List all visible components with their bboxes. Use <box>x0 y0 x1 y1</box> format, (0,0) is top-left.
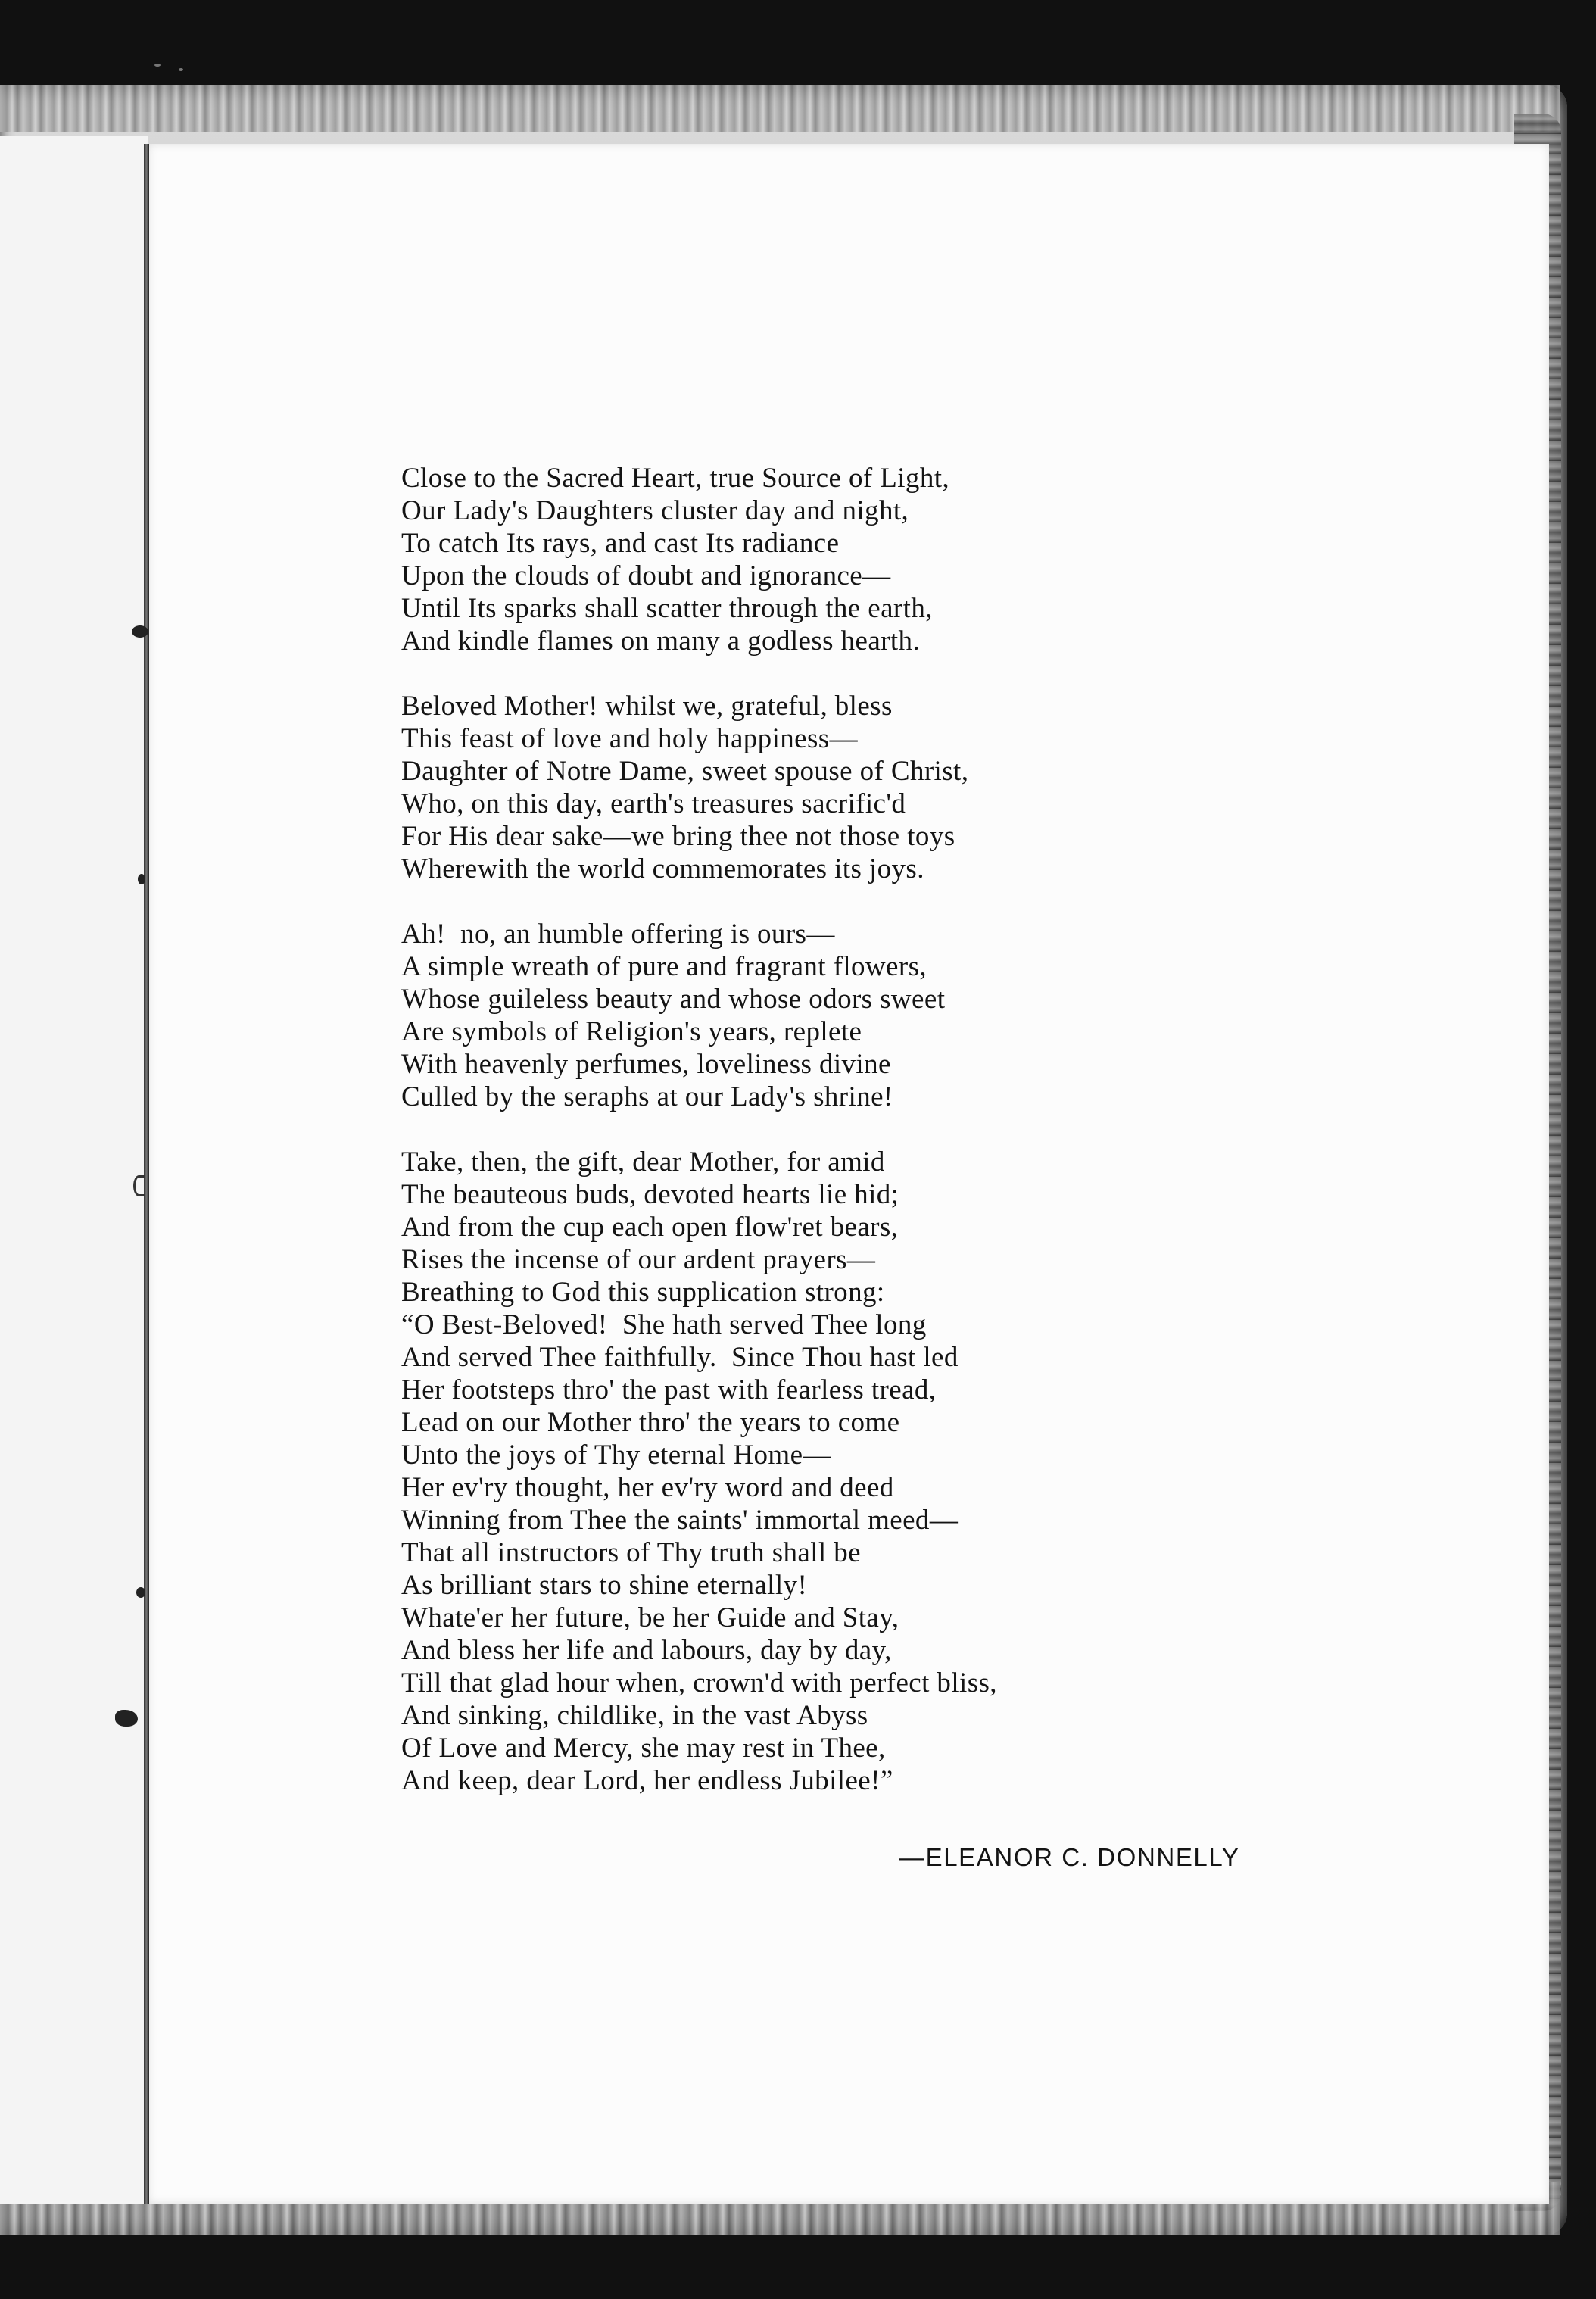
poem-line: Ah! no, an humble offering is ours— <box>401 919 835 950</box>
poem-line: And keep, dear Lord, her endless Jubilee!” <box>401 1765 893 1796</box>
poem-line: “O Best-Beloved! She hath served Thee long <box>401 1309 927 1340</box>
poem-line: The beauteous buds, devoted hearts lie hid; <box>401 1179 899 1210</box>
poem-line: Daughter of Notre Dame, sweet spouse of Christ, <box>401 756 969 787</box>
poem-line: Of Love and Mercy, she may rest in Thee, <box>401 1733 886 1764</box>
worn-top-edge <box>0 85 1560 132</box>
poem-line: Till that glad hour when, crown'd with perfect bliss, <box>401 1667 997 1699</box>
poem-line: And from the cup each open flow'ret bears, <box>401 1212 899 1243</box>
poem-line: That all instructors of Thy truth shall be <box>401 1537 861 1568</box>
poem-line: For His dear sake—we bring thee not those toys <box>401 821 955 852</box>
poem-line: Beloved Mother! whilst we, grateful, bless <box>401 691 893 722</box>
dust-speck <box>179 68 183 71</box>
poem-line: This feast of love and holy happiness— <box>401 723 858 754</box>
poem-line: Our Lady's Daughters cluster day and night, <box>401 495 909 526</box>
poem-line: To catch Its rays, and cast Its radiance <box>401 528 840 559</box>
binding-hole-mark <box>115 1710 138 1727</box>
poem-line: A simple wreath of pure and fragrant flowers, <box>401 951 927 982</box>
poem-line: Culled by the seraphs at our Lady's shrine! <box>401 1081 893 1112</box>
binding-hole-mark <box>133 1175 145 1196</box>
poem-line: Until Its sparks shall scatter through the earth, <box>401 593 933 624</box>
stanza <box>401 918 1386 1113</box>
binding-hole-mark <box>136 1587 145 1598</box>
poem-line: And bless her life and labours, day by day, <box>401 1635 892 1666</box>
poem-line: With heavenly perfumes, loveliness divine <box>401 1049 891 1080</box>
binding-hole-mark <box>132 625 148 638</box>
poem-line: Breathing to God this supplication strong: <box>401 1277 885 1308</box>
poem-line: Upon the clouds of doubt and ignorance— <box>401 560 891 591</box>
stanza <box>401 690 1386 885</box>
poem-line: Lead on our Mother thro' the years to come <box>401 1407 900 1438</box>
stanza <box>401 1146 1386 1797</box>
poem-line: And sinking, childlike, in the vast Abyss <box>401 1700 868 1731</box>
poem-line: Whate'er her future, be her Guide and Stay, <box>401 1602 899 1633</box>
left-page-leaf <box>0 136 148 2204</box>
poem-line: And served Thee faithfully. Since Thou hast led <box>401 1342 959 1373</box>
poem-line: And kindle flames on many a godless hearth. <box>401 625 921 657</box>
poem-line: Close to the Sacred Heart, true Source of Light, <box>401 463 950 494</box>
binding-hole-mark <box>138 874 145 884</box>
poem-line: Winning from Thee the saints' immortal meed— <box>401 1505 959 1536</box>
page-gutter-line <box>144 144 149 2204</box>
poem-body <box>401 462 1386 1830</box>
poem-line: As brilliant stars to shine eternally! <box>401 1570 808 1601</box>
poem-line: Are symbols of Religion's years, replete <box>401 1016 862 1047</box>
poem-line: Who, on this day, earth's treasures sacrific'd <box>401 788 906 819</box>
stanza <box>401 462 1386 657</box>
poem-line: Her footsteps thro' the past with fearless tread, <box>401 1374 937 1405</box>
poem-signature: —ELEANOR C. DONNELLY <box>899 1843 1240 1871</box>
poem-line: Unto the joys of Thy eternal Home— <box>401 1440 831 1471</box>
poem-line: Her ev'ry thought, her ev'ry word and deed <box>401 1472 894 1503</box>
dust-speck <box>154 64 161 67</box>
poem-line: Wherewith the world commemorates its joys. <box>401 853 924 884</box>
poem-line: Take, then, the gift, dear Mother, for amid <box>401 1146 885 1178</box>
poem-line: Whose guileless beauty and whose odors sweet <box>401 984 946 1015</box>
poem-line: Rises the incense of our ardent prayers— <box>401 1244 876 1275</box>
